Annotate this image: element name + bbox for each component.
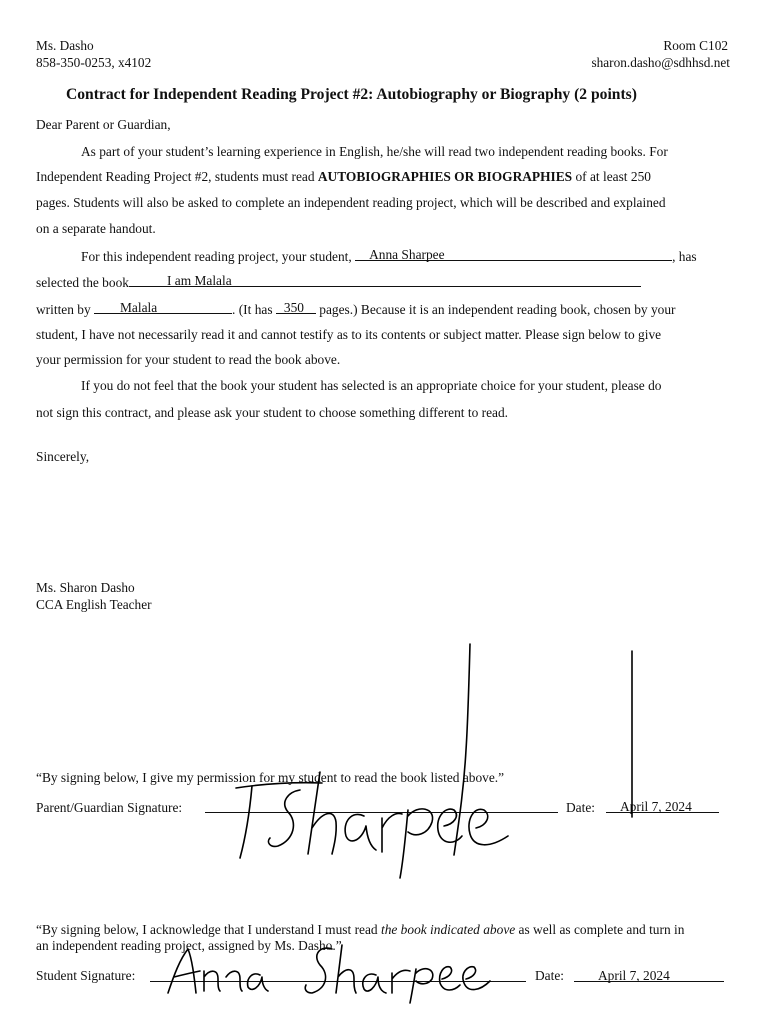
- teacher-phone: 858-350-0253, x4102: [36, 55, 152, 70]
- pen-stroke-mark: [610, 645, 650, 825]
- student-date-value: April 7, 2024: [598, 968, 670, 983]
- parent-signature-label: Parent/Guardian Signature:: [36, 800, 183, 815]
- greeting: Dear Parent or Guardian,: [36, 117, 171, 132]
- para2-line5: your permission for your student to read the book above.: [36, 352, 341, 367]
- student-name-field[interactable]: [355, 248, 672, 261]
- parent-signature-line[interactable]: [205, 812, 558, 813]
- student-name-value: Anna Sharpee: [369, 247, 445, 262]
- required-genre: AUTOBIOGRAPHIES OR BIOGRAPHIES: [317, 169, 573, 184]
- para3-line1: If you do not feel that the book your student has selected is an appropriate choice for your student, please do: [81, 378, 662, 393]
- parent-date-label: Date:: [566, 800, 595, 815]
- pages-value: 350: [283, 300, 304, 315]
- teacher-email: sharon.dasho@sdhhsd.net: [591, 55, 730, 70]
- student-signature-line[interactable]: [150, 981, 526, 982]
- para1-line2: Independent Reading Project #2, students must read AUTOBIOGRAPHIES OR BIOGRAPHIES of at least 250: [36, 169, 651, 184]
- parent-permission-statement: “By signing below, I give my permission for my student to read the book listed above.”: [36, 770, 505, 785]
- para3-line2: not sign this contract, and please ask your student to choose something different to read.: [36, 405, 509, 420]
- pages-field[interactable]: [276, 301, 316, 314]
- book-title-value: I am Malala: [166, 273, 232, 288]
- para2-line2: selected the book I am Malala: [36, 274, 641, 291]
- student-signature-label: Student Signature:: [36, 968, 136, 983]
- para1-line3: pages. Students will also be asked to complete an independent reading project, which will be described and explained: [36, 195, 666, 210]
- parent-date-value: April 7, 2024: [620, 799, 692, 814]
- para1-line4: on a separate handout.: [36, 221, 156, 236]
- book-title-field[interactable]: [129, 274, 641, 287]
- document-title: Contract for Independent Reading Project #2: Autobiography or Biography (2 points): [66, 86, 637, 103]
- student-acknowledgement-line1: “By signing below, I acknowledge that I understand I must read the book indicated above as well as complete and turn in: [36, 922, 685, 937]
- student-date-label: Date:: [535, 968, 564, 983]
- parent-handwritten-signature: [222, 640, 522, 880]
- para2-line1: For this independent reading project, your student, Anna Sharpee , has: [81, 247, 697, 264]
- book-reference: the book indicated above: [380, 922, 516, 937]
- para2-line3: written by Malala . (It has 350 pages.) Because it is an independent reading book, chosen by your: [36, 300, 676, 317]
- closing: Sincerely,: [36, 449, 90, 464]
- teacher-full-name: Ms. Sharon Dasho: [36, 580, 135, 595]
- para1-line1: As part of your student’s learning experience in English, he/she will read two independent reading books. For: [81, 144, 668, 159]
- student-acknowledgement-line2: an independent reading project, assigned by Ms. Dasho.”: [36, 938, 342, 953]
- para2-line4: student, I have not necessarily read it and cannot testify as to its contents or subject matter. Please sign below to give: [36, 327, 662, 342]
- teacher-name: Ms. Dasho: [36, 38, 94, 53]
- room-number: Room C102: [663, 38, 728, 53]
- teacher-role: CCA English Teacher: [36, 597, 152, 612]
- author-field[interactable]: [94, 301, 232, 314]
- author-value: Malala: [120, 300, 158, 315]
